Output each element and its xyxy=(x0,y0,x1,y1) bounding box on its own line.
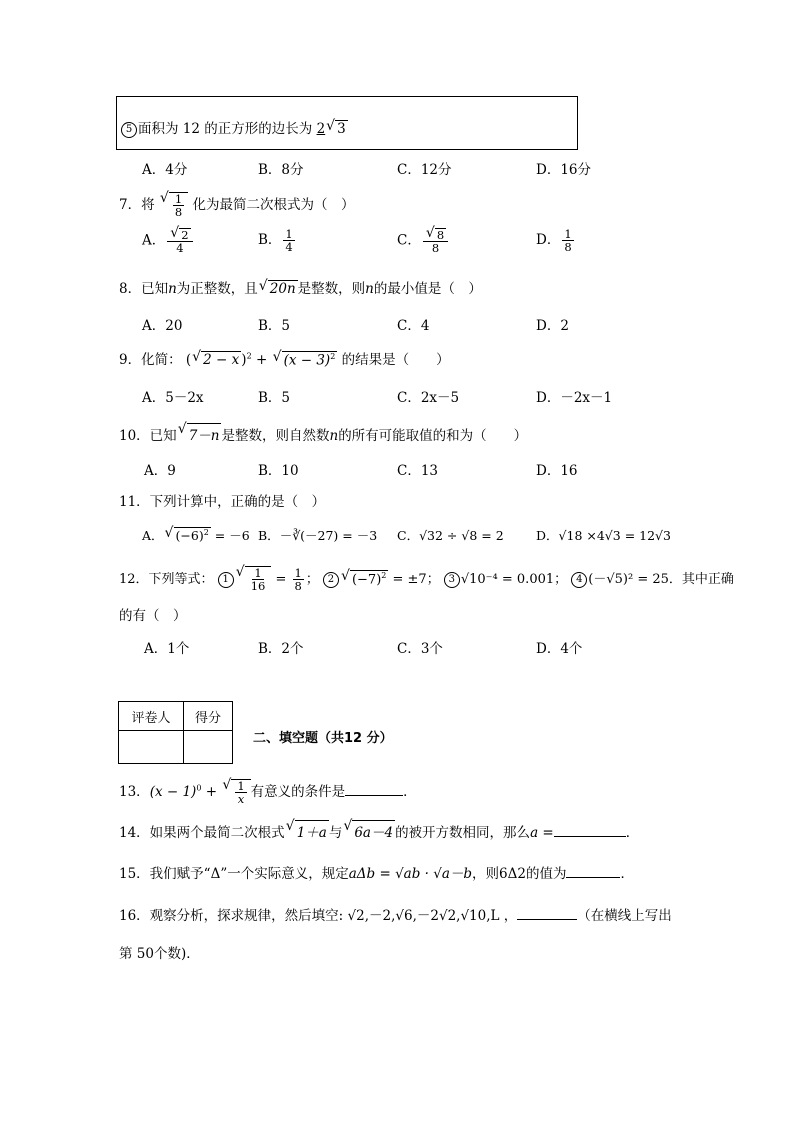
question-15: 15．我们赋予“Δ”一个实际意义，规定aΔb = √ab · √a－b，则6Δ2的值为 ． xyxy=(119,866,634,882)
q11-option-d: D．√18 ×4√3 = 12√3 xyxy=(536,528,671,543)
q10-option-c: C．13 xyxy=(397,463,439,479)
q12-option-d: D．4个 xyxy=(536,641,583,657)
q7-option-d: D． $\frac{1}{8}$ xyxy=(536,227,572,255)
question-7 xyxy=(119,192,355,218)
q10-option-d: D．16 xyxy=(536,463,578,479)
reviewer-header: 评卷人 xyxy=(119,702,184,731)
q6-option-c: C．12分 xyxy=(397,162,452,178)
question-12-line2: 的有（ ） xyxy=(119,608,187,624)
circled-number-5: 5 xyxy=(121,122,137,138)
q15-answer-blank[interactable] xyxy=(566,877,620,878)
grading-table xyxy=(118,701,233,764)
q8-option-c: C．4 xyxy=(397,318,430,334)
q11-option-b: B．－∛(－27) = －3 xyxy=(258,528,378,543)
question-9: 9．化简： (√ 2 − x )$^2$ + √ $(x - 3)^2$ 的结果是（ ） xyxy=(119,348,450,368)
question-13: 13．$(x - 1)^0$ + √ $\frac{1}{x}$ 有意义的条件是 ． xyxy=(119,779,417,805)
q12-option-a: A．1个 xyxy=(144,641,190,657)
question-16-line2: 第 50个数)． xyxy=(119,946,200,962)
reviewer-cell[interactable] xyxy=(119,731,184,764)
q7-option-c: C． √ $\frac{8}{8}$ xyxy=(397,228,450,254)
q12-option-c: C．3个 xyxy=(397,641,443,657)
q9-option-d: D．－2x－1 xyxy=(536,390,613,406)
question-16: 16．观察分析，探求规律，然后填空: √2,－2,√6,－2√2,√10,L ， （在横线上写出 xyxy=(119,908,672,924)
q14-answer-blank[interactable] xyxy=(554,836,626,837)
q11-option-a: A．√ $(-6)^2 = -6$ xyxy=(142,526,250,544)
q10-option-b: B．10 xyxy=(258,463,299,479)
statement-box xyxy=(116,96,578,150)
q6-option-d: D．16分 xyxy=(536,162,592,178)
question-10: 10．已知√ 7－n 是整数，则自然数n的所有可能取值的和为（ ） xyxy=(119,423,527,444)
q9-option-b: B．5 xyxy=(258,390,291,406)
q9-expression: (√ 2 − x )$^2$ + √ $(x - 3)^2$ xyxy=(186,352,337,368)
statement-5 xyxy=(121,117,348,138)
q6-option-a: A．4分 xyxy=(142,162,188,178)
q8-option-b: B．5 xyxy=(258,318,291,334)
q11-option-c: C．√32 ÷ √8 = 2 xyxy=(397,528,504,543)
q6-option-b: B．8分 xyxy=(258,162,304,178)
q9-option-c: C．2x－5 xyxy=(397,390,460,406)
question-11: 11．下列计算中，正确的是（ ） xyxy=(119,494,326,510)
score-cell[interactable] xyxy=(184,731,233,764)
score-header: 得分 xyxy=(184,702,233,731)
q7-option-a: A． √ $\frac{2}{4}$ xyxy=(142,228,195,254)
question-14: 14．如果两个最简二次根式√ 1＋a 与√ 6a－4 的被开方数相同，那么a = ． xyxy=(119,820,639,841)
q7-option-b: B． $\frac{1}{4}$ xyxy=(258,227,293,255)
q9-option-a: A．5－2x xyxy=(142,390,204,406)
question-8: 8．已知n为正整数，且√ 20n 是整数，则n的最小值是（ ） xyxy=(119,277,482,297)
q8-option-a: A．20 xyxy=(142,318,183,334)
q10-option-a: A．9 xyxy=(144,463,176,479)
q7-text: 化为最简二次根式为（ ） xyxy=(192,197,355,214)
statement-5-text: 面积为 12 的正方形的边长为 xyxy=(138,121,313,137)
question-12: 12．下列等式： 1 √ $\frac{1}{16}$ = $\frac{1}{8}$ ； 2√ $(-7)^2 = \pm 7$； 3 √10⁻⁴ = 0.001； 4 (－√5)² = 25．其中正确 xyxy=(119,566,734,592)
statement-5-value: 2√ 3 xyxy=(317,121,348,137)
q7-radical: √ $\frac{1}{8}$ xyxy=(160,192,188,218)
q16-answer-blank[interactable] xyxy=(517,919,577,920)
q12-option-b: B．2个 xyxy=(258,641,304,657)
q8-option-d: D．2 xyxy=(536,318,569,334)
q13-answer-blank[interactable] xyxy=(345,795,403,796)
section-title: 二、填空题（共12 分） xyxy=(253,731,393,746)
q7-prefix: 7．将 xyxy=(119,197,155,214)
